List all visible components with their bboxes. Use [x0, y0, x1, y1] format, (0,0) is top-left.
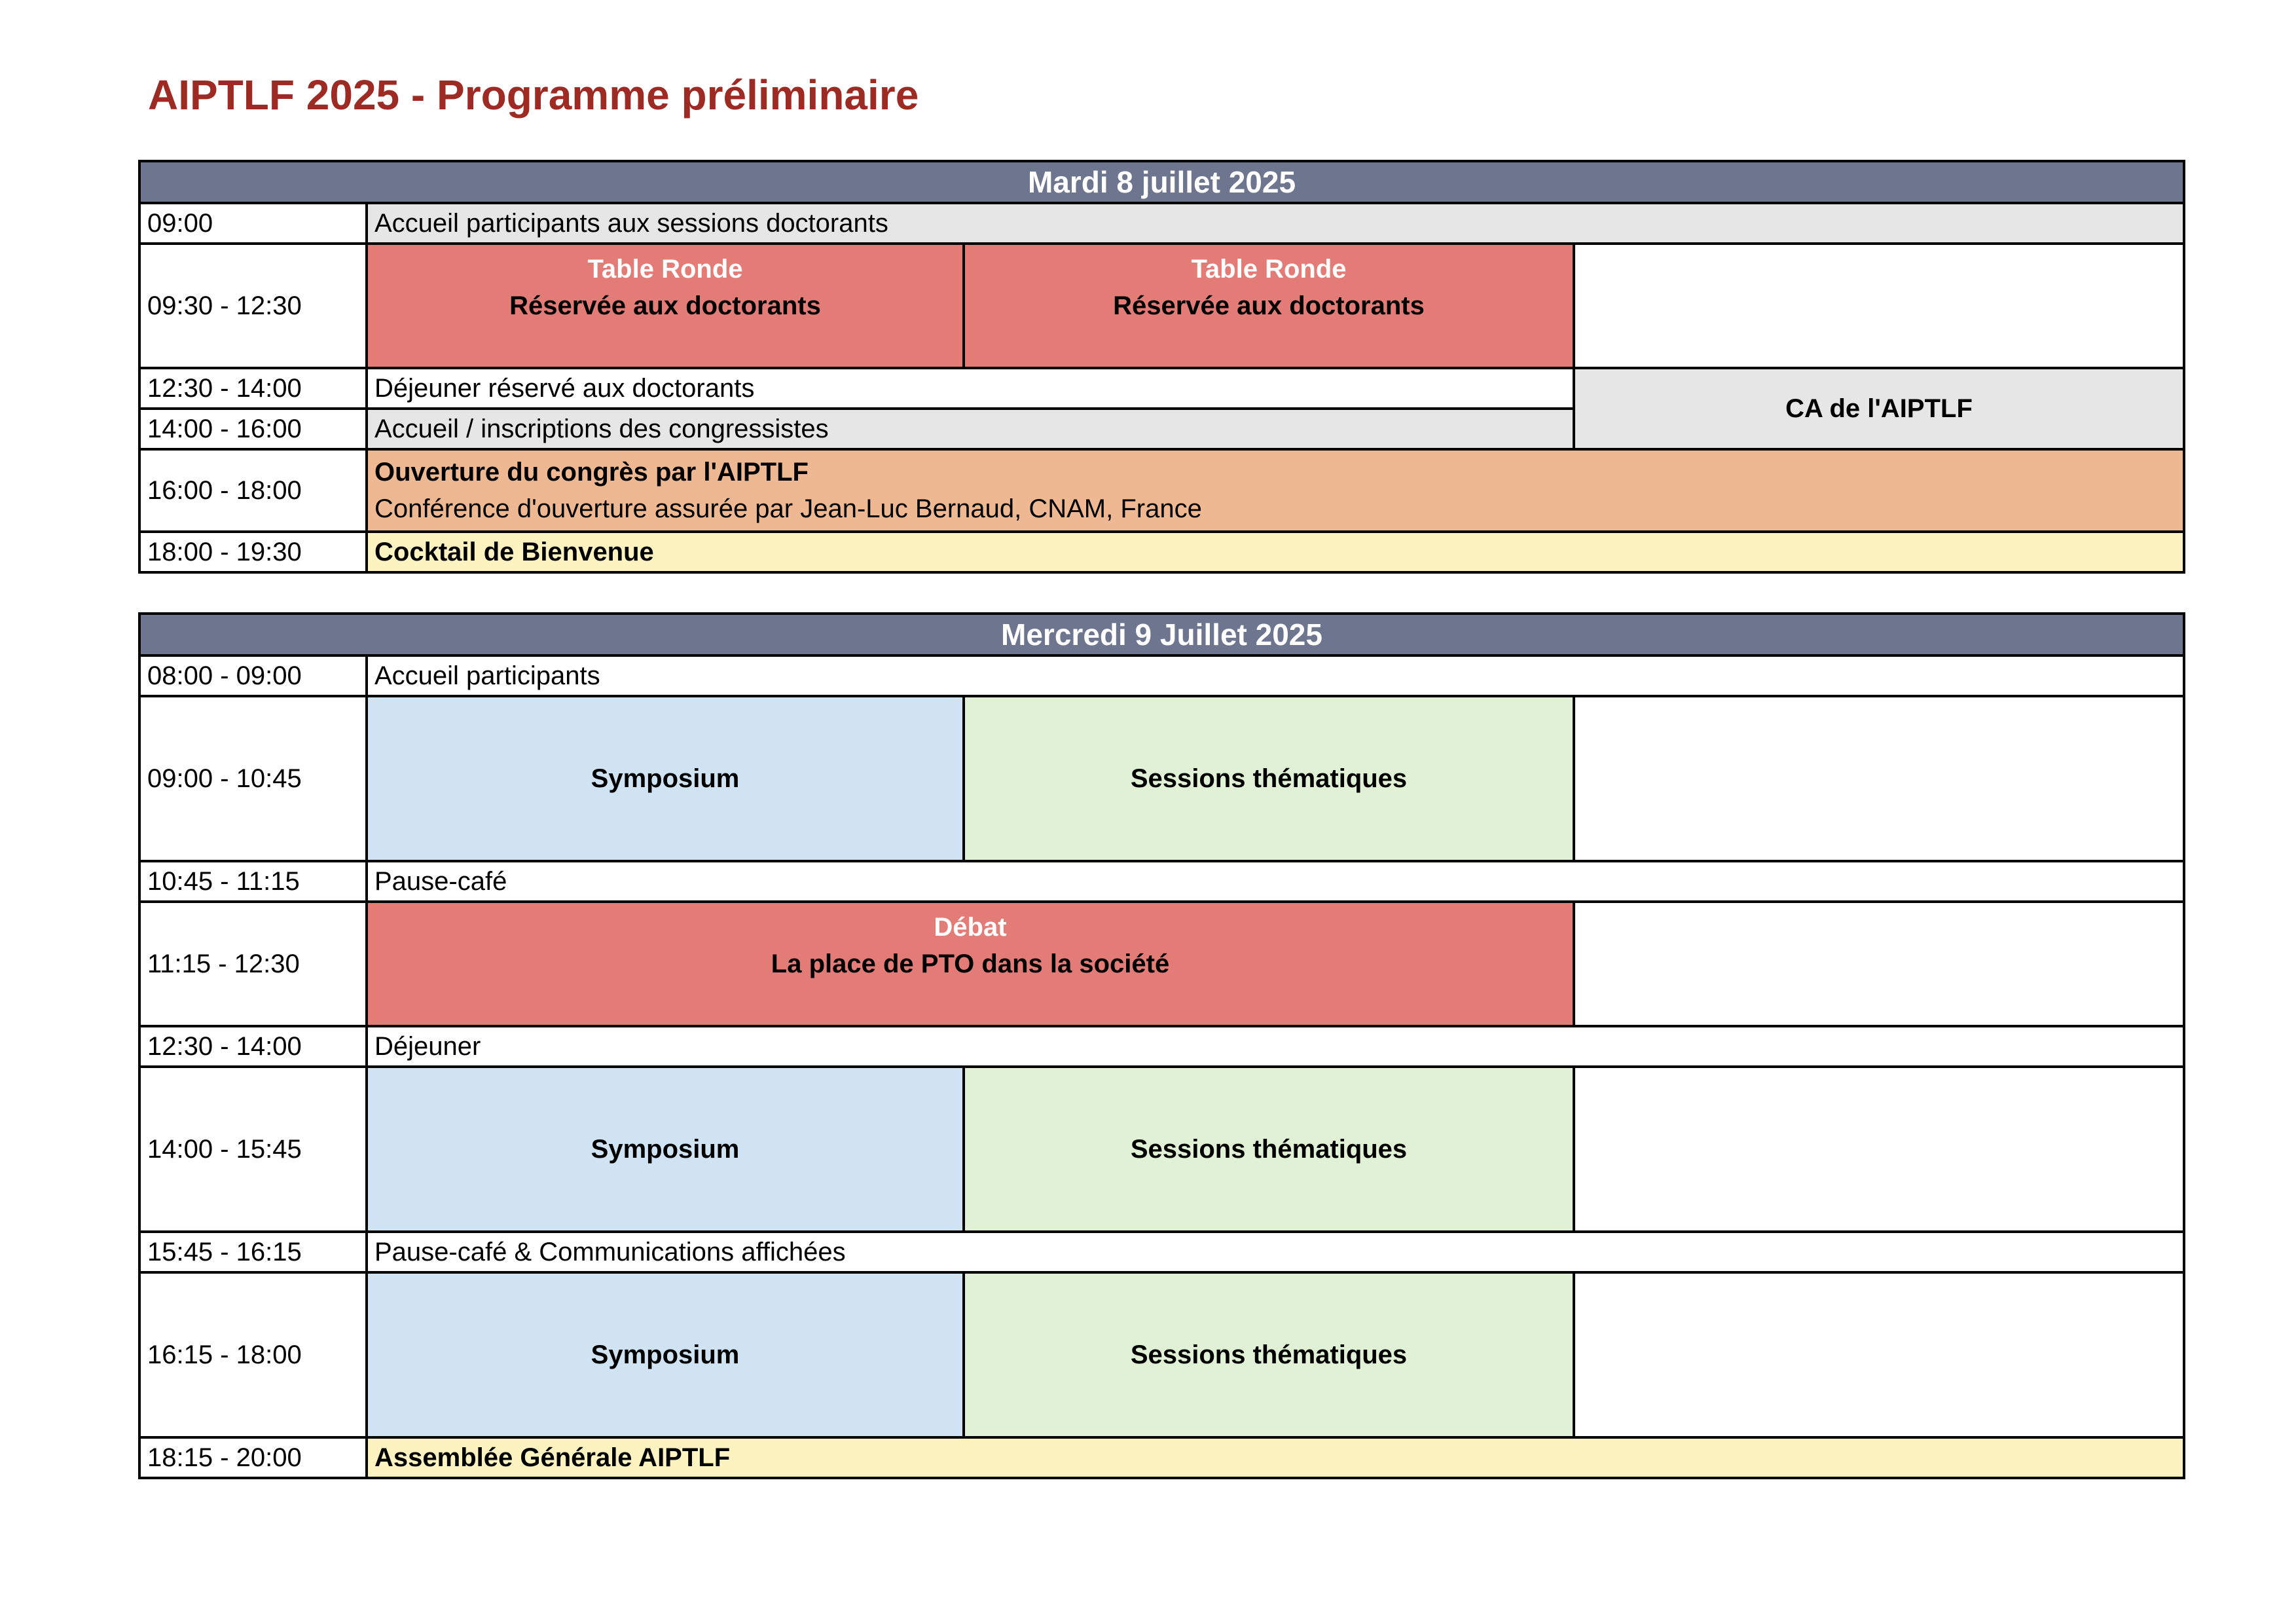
time-cell: 10:45 - 11:15: [139, 861, 367, 902]
empty-cell: [1574, 696, 2184, 861]
sessions-thematiques-cell: Sessions thématiques: [964, 1067, 1574, 1232]
time-cell: 14:00 - 16:00: [139, 409, 367, 449]
empty-cell: [1574, 1272, 2184, 1437]
time-cell: 12:30 - 14:00: [139, 1026, 367, 1067]
activity-cell: Accueil participants: [367, 655, 2184, 696]
empty-cell: [1574, 244, 2184, 368]
activity-cell: Pause-café & Communications affichées: [367, 1232, 2184, 1272]
time-cell: 08:00 - 09:00: [139, 655, 367, 696]
time-cell: 09:00: [139, 203, 367, 244]
time-cell: 18:00 - 19:30: [139, 532, 367, 572]
time-cell: 18:15 - 20:00: [139, 1437, 367, 1478]
time-cell: 14:00 - 15:45: [139, 1067, 367, 1232]
session-label: Table Ronde: [587, 255, 743, 284]
cocktail-cell: Cocktail de Bienvenue: [367, 532, 2184, 572]
table-ronde-cell-left: [367, 244, 964, 368]
symposium-cell: Symposium: [367, 1272, 964, 1437]
opening-title: Ouverture du congrès par l'AIPTLF: [374, 458, 809, 487]
symposium-cell: Symposium: [367, 696, 964, 861]
session-text: La place de PTO dans la société: [771, 950, 1170, 978]
sessions-thematiques-cell: Sessions thématiques: [964, 696, 1574, 861]
debat-cell: [367, 902, 1574, 1026]
time-cell: 15:45 - 16:15: [139, 1232, 367, 1272]
session-text: Réservée aux doctorants: [509, 291, 821, 320]
activity-cell: Pause-café: [367, 861, 2184, 902]
time-cell: 16:15 - 18:00: [139, 1272, 367, 1437]
assemblee-cell: Assemblée Générale AIPTLF: [367, 1437, 2184, 1478]
opening-cell: [367, 449, 2184, 532]
sessions-thematiques-cell: Sessions thématiques: [964, 1272, 1574, 1437]
session-text: Réservée aux doctorants: [1113, 291, 1425, 320]
activity-cell: Déjeuner réservé aux doctorants: [367, 368, 1574, 409]
session-label: Table Ronde: [1191, 255, 1347, 284]
activity-cell: Accueil participants aux sessions doctorants: [367, 203, 2184, 244]
time-cell: 11:15 - 12:30: [139, 902, 367, 1026]
activity-cell: Déjeuner: [367, 1026, 2184, 1067]
time-cell: 12:30 - 14:00: [139, 368, 367, 409]
page-title: AIPTLF 2025 - Programme préliminaire: [148, 71, 919, 119]
session-label: Débat: [934, 913, 1007, 942]
schedule-table-day-2: [138, 612, 2185, 1479]
day-header: Mercredi 9 Juillet 2025: [139, 614, 2184, 655]
empty-cell: [1574, 1067, 2184, 1232]
time-cell: 16:00 - 18:00: [139, 449, 367, 532]
time-cell: 09:00 - 10:45: [139, 696, 367, 861]
empty-cell: [1574, 902, 2184, 1026]
ca-cell: CA de l'AIPTLF: [1574, 368, 2184, 449]
opening-text: Conférence d'ouverture assurée par Jean-Luc Bernaud, CNAM, France: [374, 494, 1202, 523]
activity-cell: Accueil / inscriptions des congressistes: [367, 409, 1574, 449]
table-ronde-cell-right: [964, 244, 1574, 368]
schedule-table-day-1: [138, 160, 2185, 574]
day-header: Mardi 8 juillet 2025: [139, 161, 2184, 203]
time-cell: 09:30 - 12:30: [139, 244, 367, 368]
symposium-cell: Symposium: [367, 1067, 964, 1232]
